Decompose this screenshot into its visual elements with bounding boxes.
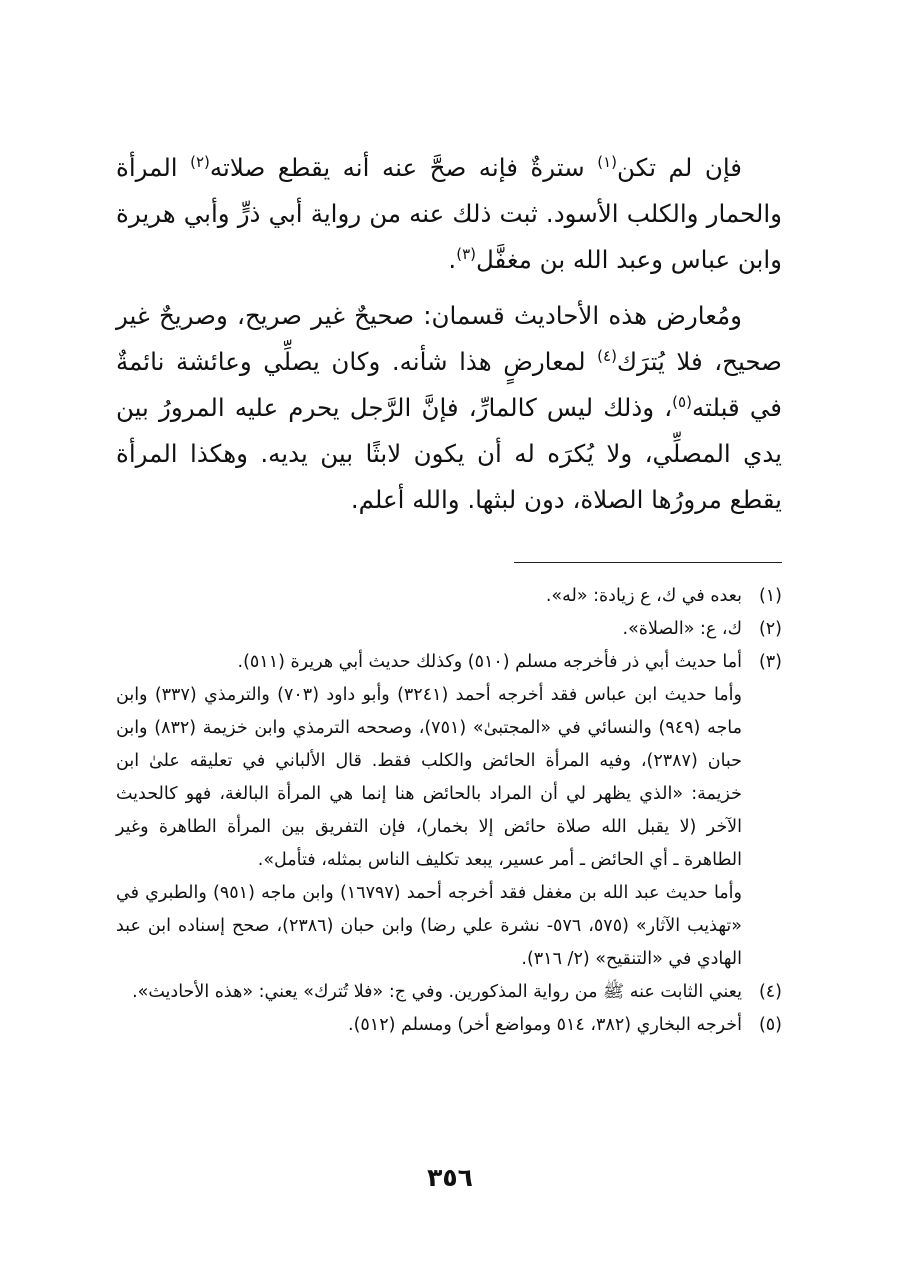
footnote-1 xyxy=(116,580,782,613)
footnote-number: (٤) xyxy=(758,982,782,1002)
footnote-2 xyxy=(116,613,782,646)
footnote-text: أخرجه البخاري (٣٨٢، ٥١٤ ومواضع أخر) ومسلم (٥١٢). xyxy=(348,1015,742,1035)
footnote-text: يعني الثابت عنه ﷺ من رواية المذكورين. وفي ج: «فلا تُترك» يعني: «هذه الأحاديث». xyxy=(132,982,742,1002)
footnote-body xyxy=(116,613,742,646)
footnote-ref-3: (٣) xyxy=(456,244,476,263)
footnote-body xyxy=(116,580,742,613)
footnote-number: (٥) xyxy=(758,1015,782,1035)
footnote-number: (١) xyxy=(758,586,782,606)
footnote-4 xyxy=(116,976,782,1009)
paragraph-1 xyxy=(116,145,782,283)
footnote-body xyxy=(116,1009,742,1042)
footnote-ref-1: (١) xyxy=(597,152,618,171)
page-number: ٣٥٦ xyxy=(427,1163,473,1192)
text-run: لمعارضٍ هذا شأنه. وكان يصلِّي وعائشة نائمةٌ في قبلته xyxy=(116,347,782,422)
text-run: المرأة والحمار والكلب الأسود. ثبت ذلك عنه من رواية أبي ذرٍّ وأبي هريرة وابن عباس وعبد الله بن مغفَّل xyxy=(116,153,782,274)
paragraph-2 xyxy=(116,293,782,523)
footnote-number: (٣) xyxy=(758,652,782,672)
footnote-body xyxy=(116,646,742,976)
footnote-text: بعده في ك، ع زيادة: «له». xyxy=(545,586,742,606)
main-text xyxy=(116,145,782,523)
footnote-text: ك، ع: «الصلاة». xyxy=(622,619,742,639)
footnote-number: (٢) xyxy=(758,619,782,639)
footnotes xyxy=(116,580,782,1042)
footnote-ref-2: (٢) xyxy=(190,152,210,171)
footnote-separator xyxy=(514,562,782,563)
footnote-body xyxy=(116,976,742,1009)
footnote-ref-5: (٥) xyxy=(672,392,692,411)
footnote-5 xyxy=(116,1009,782,1042)
text-run: فإن لم تكن xyxy=(617,153,742,182)
footnote-text: وأما حديث ابن عباس فقد أخرجه أحمد (٣٢٤١) وأبو داود (٧٠٣) والترمذي (٣٣٧) وابن ماجه (٩٤٩) والنسائي في «المجتبىٰ» (٧٥١)، وصححه الترمذي وابن خزيمة (٨٣٢) وابن حبان (٢٣٨٧)، وفيه المرأة الحائض والكلب فقط. قال الألباني في تعليقه علىٰ ابن خزيمة: «الذي يظهر لي أن المراد بالحائض هنا إنما هي المرأة البالغة، فهو كالحديث الآخر (لا يقبل الله صلاة حائض إلا بخمار)، فإن التفريق بين المرأة الطاهرة وغير الطاهرة ـ أي الحائض ـ أمر عسير، يبعد تكليف الناس بمثله، فتأمل». xyxy=(116,685,742,870)
footnote-text: أما حديث أبي ذر فأخرجه مسلم (٥١٠) وكذلك حديث أبي هريرة (٥١١). xyxy=(237,652,742,672)
footnote-text: وأما حديث عبد الله بن مغفل فقد أخرجه أحمد (١٦٧٩٧) وابن ماجه (٩٥١) والطبري في «تهذيب الآثار» (٥٧٥، ٥٧٦- نشرة علي رضا) وابن حبان (٢٣٨٦)، صحح إسناده ابن عبد الهادي في «التنقيح» (٢/ ٣١٦). xyxy=(116,883,742,969)
text-run: ، وذلك ليس كالمارِّ، فإنَّ الرَّجل يحرم عليه المرورُ بين يدي المصلِّي، ولا يُكرَه له أن يكون لابثًا بين يديه. وهكذا المرأة يقطع مرورُها الصلاة، دون لبثها. والله أعلم. xyxy=(116,393,782,514)
footnote-3 xyxy=(116,646,782,976)
text-run: سترةٌ فإنه صحَّ عنه أنه يقطع صلاته xyxy=(209,153,598,182)
text-run: . xyxy=(448,245,457,274)
footnote-ref-4: (٤) xyxy=(597,346,617,365)
text-run: ومُعارض هذه الأحاديث قسمان: صحيحٌ غير صريح، وصريحٌ غير صحيح، فلا يُترَك xyxy=(116,301,782,376)
